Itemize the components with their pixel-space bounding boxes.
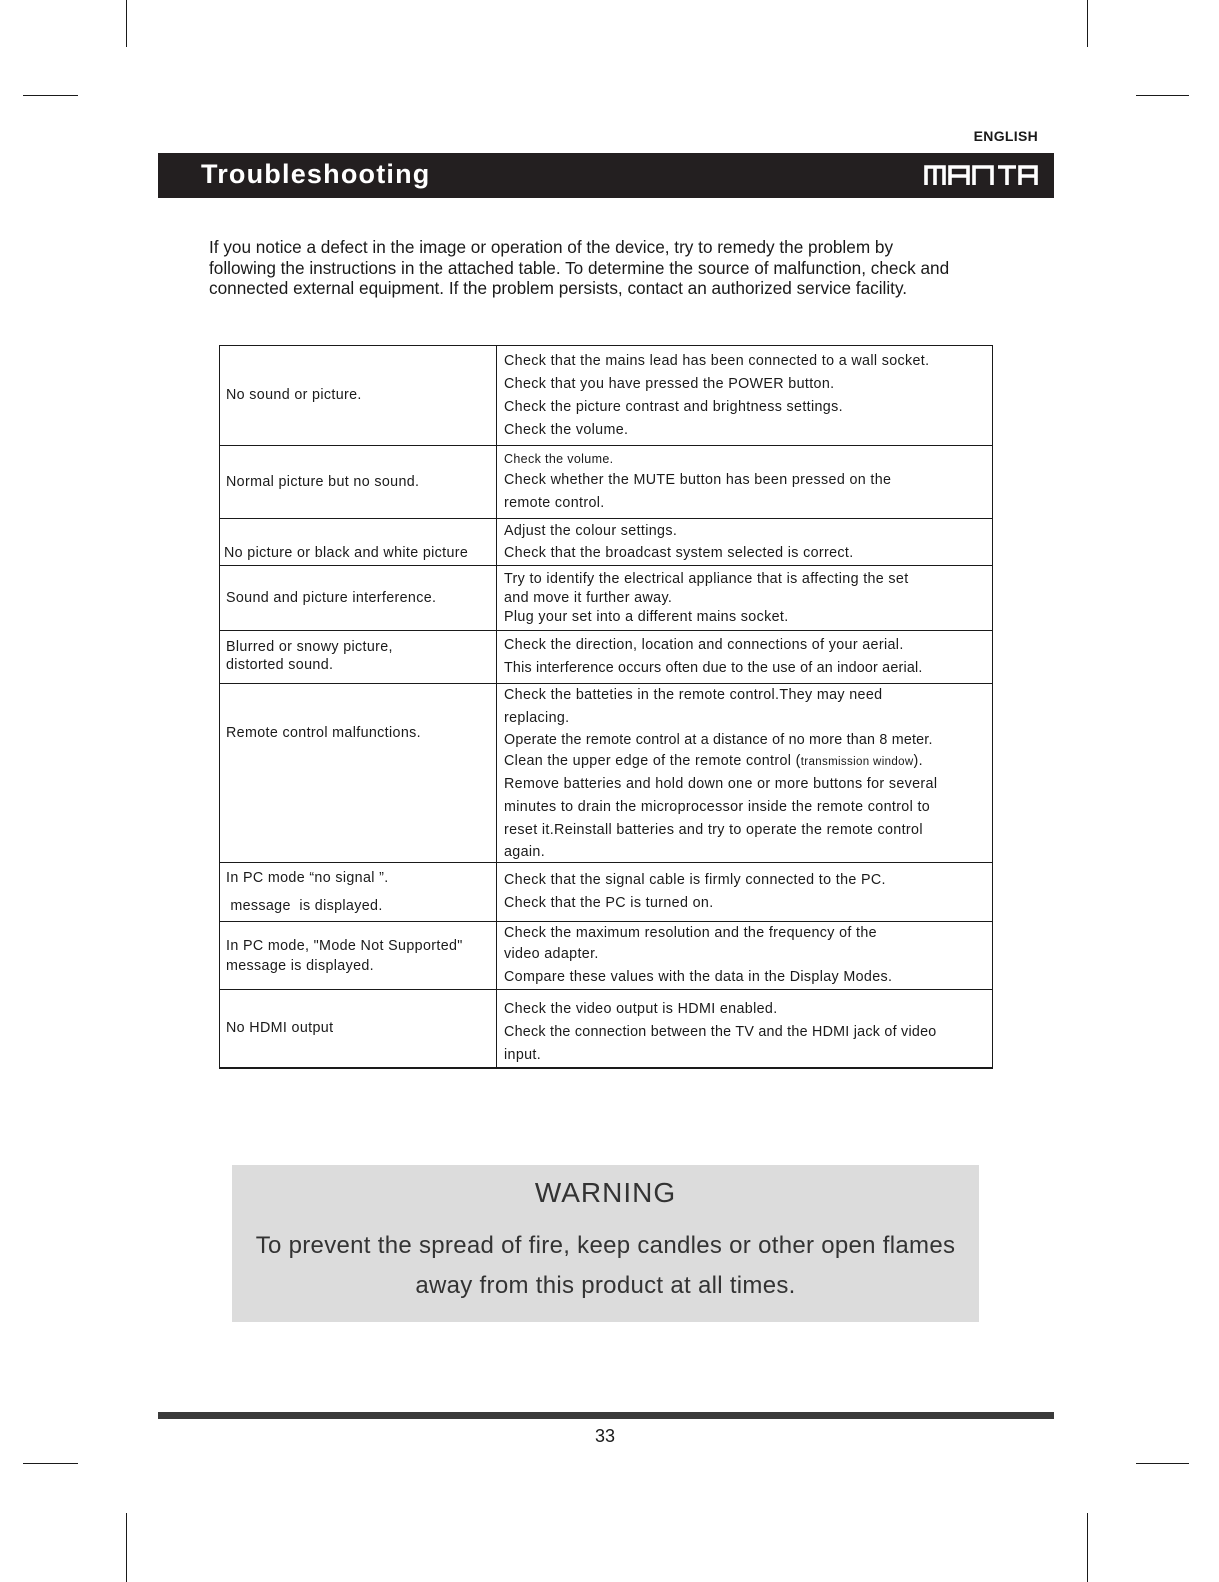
solution-line: Check that the broadcast system selected is correct.	[504, 545, 854, 561]
troubleshooting-table	[219, 345, 993, 1069]
solution-cell	[497, 990, 993, 1068]
warning-line: To prevent the spread of fire, keep candles or other open flames	[255, 1232, 956, 1259]
solution-line: Check the video output is HDMI enabled.	[504, 1000, 778, 1017]
solution-line: Check the volume.	[504, 452, 614, 466]
problem-text: message is displayed.	[226, 898, 383, 914]
solution-cell	[497, 566, 993, 631]
problem-text: Sound and picture interference.	[226, 589, 437, 606]
solution-line: again.	[504, 844, 546, 860]
solution-line: Check that the signal cable is firmly connected to the PC.	[504, 872, 886, 888]
solution-line: Check that you have pressed the POWER button.	[504, 375, 835, 392]
solution-text: ).	[913, 753, 923, 769]
solution-line: Plug your set into a different mains socket.	[504, 608, 789, 625]
solution-line: Adjust the colour settings.	[504, 523, 678, 539]
language-label: ENGLISH	[973, 128, 1038, 144]
solution-line: Check that the PC is turned on.	[504, 895, 714, 911]
solution-line: minutes to drain the microprocessor inside the remote control to	[504, 799, 931, 815]
title-bar	[158, 153, 1054, 198]
problem-cell	[220, 519, 497, 566]
solution-line: Check the maximum resolution and the frequency of the	[504, 924, 877, 941]
solution-line: Check that the mains lead has been connected to a wall socket.	[504, 352, 930, 369]
solution-line: Remove batteries and hold down one or more buttons for several	[504, 776, 938, 792]
crop-mark	[1087, 0, 1088, 47]
solution-cell	[497, 446, 993, 519]
warning-box	[232, 1165, 979, 1322]
intro-paragraph	[209, 237, 1029, 299]
crop-mark	[1136, 95, 1189, 96]
warning-text	[232, 1226, 979, 1306]
table-row	[220, 446, 993, 519]
problem-text: message is displayed.	[226, 957, 375, 974]
brand-logo	[924, 164, 1038, 190]
table-row	[220, 519, 993, 566]
footer-rule	[158, 1412, 1054, 1419]
solution-cell	[497, 631, 993, 684]
solution-cell	[497, 519, 993, 566]
problem-cell	[220, 863, 497, 922]
solution-line: and move it further away.	[504, 589, 673, 606]
table-row	[220, 346, 993, 446]
solution-line: This interference occurs often due to the use of an indoor aerial.	[504, 660, 923, 676]
crop-mark	[126, 0, 127, 47]
solution-line: Check the direction, location and connections of your aerial.	[504, 637, 904, 653]
intro-line: If you notice a defect in the image or operation of the device, try to remedy the problem by	[209, 237, 894, 257]
solution-cell	[497, 346, 993, 446]
solution-line: input.	[504, 1046, 542, 1063]
solution-line: video adapter.	[504, 945, 599, 962]
manta-logo-icon	[924, 164, 1038, 186]
problem-text: No picture or black and white picture	[224, 545, 469, 561]
solution-line: Try to identify the electrical appliance that is affecting the set	[504, 570, 909, 587]
problem-text: Blurred or snowy picture,	[226, 639, 393, 655]
solution-line: Check the picture contrast and brightness settings.	[504, 398, 843, 415]
solution-line: Check whether the MUTE button has been pressed on the	[504, 472, 892, 488]
problem-text: No HDMI output	[226, 1019, 334, 1036]
warning-line: away from this product at all times.	[415, 1272, 796, 1299]
solution-line: reset it.Reinstall batteries and try to operate the remote control	[504, 822, 923, 838]
solution-line: Operate the remote control at a distance of no more than 8 meter.	[504, 732, 933, 748]
solution-line: Check the batteties in the remote control.They may need	[504, 687, 883, 703]
solution-cell	[497, 863, 993, 922]
solution-text: Clean the upper edge of the remote control (	[504, 753, 801, 769]
solution-line: Check the volume.	[504, 421, 629, 438]
solution-line: replacing.	[504, 710, 570, 726]
solution-line: Check the connection between the TV and the HDMI jack of video	[504, 1023, 937, 1040]
crop-mark	[23, 1463, 78, 1464]
table-row	[220, 684, 993, 863]
solution-line: remote control.	[504, 495, 605, 511]
solution-text: transmission window	[800, 756, 914, 768]
table-row	[220, 631, 993, 684]
crop-mark	[126, 1513, 127, 1582]
table-row	[220, 990, 993, 1068]
table-row	[220, 566, 993, 631]
problem-text: Remote control malfunctions.	[226, 725, 421, 741]
crop-mark	[23, 95, 78, 96]
warning-title: WARNING	[534, 1177, 677, 1208]
problem-cell	[220, 631, 497, 684]
problem-cell	[220, 446, 497, 519]
problem-cell	[220, 566, 497, 631]
problem-text: No sound or picture.	[226, 387, 362, 403]
solution-line: Compare these values with the data in the Display Modes.	[504, 968, 893, 985]
problem-text: distorted sound.	[226, 657, 334, 673]
problem-cell	[220, 990, 497, 1068]
intro-line: connected external equipment. If the problem persists, contact an authorized service facility.	[209, 278, 908, 298]
intro-line: following the instructions in the attached table. To determine the source of malfunction, check and	[209, 257, 950, 278]
problem-text: In PC mode “no signal ”.	[226, 870, 389, 886]
page-number: 33	[594, 1426, 616, 1446]
problem-text: In PC mode, "Mode Not Supported"	[226, 937, 463, 954]
page-title: Troubleshooting	[201, 159, 431, 189]
problem-cell	[220, 684, 497, 863]
solution-line	[504, 750, 986, 773]
solution-cell	[497, 922, 993, 990]
table-row	[220, 863, 993, 922]
crop-mark	[1087, 1513, 1088, 1582]
problem-cell	[220, 346, 497, 446]
table-row	[220, 922, 993, 990]
problem-cell	[220, 922, 497, 990]
crop-mark	[1136, 1463, 1189, 1464]
problem-text: Normal picture but no sound.	[226, 473, 420, 490]
solution-cell	[497, 684, 993, 863]
